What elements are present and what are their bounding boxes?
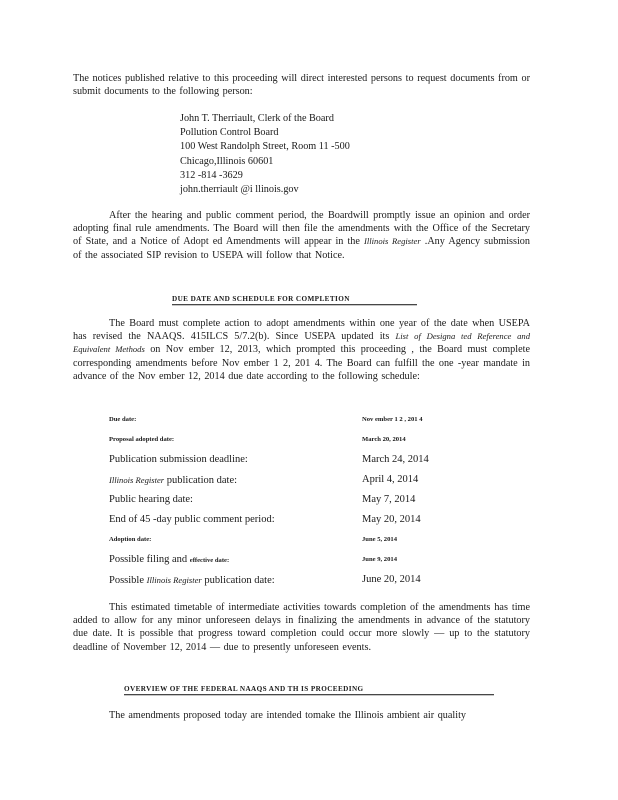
schedule-row bbox=[109, 510, 489, 530]
board-text-b: on Nov ember 12, 2013, which prompted this proceeding , the Board must complete corresponding amendments before Nov ember 1 2, 201 4. The Board can fulfill the one -year mandate in advance of the Nov ember 12, 2014 due date according to the following schedule: bbox=[73, 344, 530, 382]
board-text-a: The Board must complete action to adopt amendments within one year of the date when USEPA has revised the NAAQS. 415ILCS 5/7.2(b). Since USEPA updated its bbox=[73, 318, 530, 343]
schedule-value: June 20, 2014 bbox=[362, 574, 421, 585]
clerk-name: John T. Therriault, Clerk of the Board bbox=[180, 113, 334, 124]
register-title: Illinois Register bbox=[109, 475, 165, 485]
after-hearing-paragraph bbox=[73, 209, 530, 262]
schedule-row bbox=[109, 430, 489, 450]
schedule-value: March 20, 2014 bbox=[362, 436, 406, 443]
timetable-text: This estimated timetable of intermediate activities towards completion of the amendments has time added to allow for any minor unforeseen delays in finalizing the amendments in advance of the statutory due date. It is possible that progress toward completion could occur more slowly — up to the statutory deadline of November 12, 2014 — due to presently unforeseen events. bbox=[73, 602, 530, 653]
schedule-row bbox=[109, 450, 489, 470]
last-text: The amendments proposed today are intended tomake the Illinois ambient air quality bbox=[109, 710, 466, 721]
schedule-label-suffix: publication date: bbox=[164, 475, 238, 486]
list-title: List of Designa ted Reference and Equivalent Methods bbox=[73, 331, 530, 355]
schedule-value: Nov ember 1 2 , 201 4 bbox=[362, 416, 423, 423]
last-paragraph bbox=[73, 709, 530, 722]
schedule-value: May 20, 2014 bbox=[362, 514, 421, 525]
due-date-heading: DUE DATE AND SCHEDULE FOR COMPLETION bbox=[172, 295, 417, 306]
schedule-value: June 9, 2014 bbox=[362, 556, 397, 563]
intro-paragraph bbox=[73, 72, 530, 98]
timetable-paragraph bbox=[73, 601, 530, 654]
clerk-phone: 312 -814 -3629 bbox=[180, 169, 243, 181]
schedule-label-prefix: Possible bbox=[109, 575, 147, 586]
clerk-org: Pollution Control Board bbox=[180, 127, 279, 139]
schedule-label bbox=[109, 570, 275, 591]
schedule-label: Public hearing date: bbox=[109, 494, 193, 505]
schedule-label-suffix: publication date: bbox=[201, 575, 275, 586]
schedule-label: Due date: bbox=[109, 416, 137, 423]
schedule-label: Publication submission deadline: bbox=[109, 454, 248, 465]
schedule-row bbox=[109, 530, 489, 550]
schedule-row bbox=[109, 550, 489, 570]
schedule-value: March 24, 2014 bbox=[362, 454, 429, 465]
schedule-row bbox=[109, 490, 489, 510]
intro-text: The notices published relative to this proceeding will direct interested persons to request documents from or submit documents to the following person: bbox=[73, 73, 530, 98]
overview-heading: OVERVIEW OF THE FEDERAL NAAQS AND TH IS PROCEEDING bbox=[124, 685, 494, 696]
clerk-city: Chicago,Illinois 60601 bbox=[180, 155, 274, 167]
schedule-row bbox=[109, 570, 489, 590]
schedule-label-suffix: effective date: bbox=[189, 557, 230, 564]
clerk-address bbox=[180, 112, 350, 197]
clerk-email[interactable]: john.therriault @i llinois.gov bbox=[180, 184, 299, 196]
schedule-table bbox=[109, 410, 489, 590]
after-hearing-text-a: After the hearing and public comment period, the Boardwill promptly issue an opinion and order adopting final rule amendments. The Board will then file the amendments with the Office of the Secretary of State, and a Notice of Adopt ed Amendments will appear in the bbox=[73, 210, 530, 248]
schedule-label: Proposal adopted date: bbox=[109, 436, 175, 443]
schedule-value: April 4, 2014 bbox=[362, 474, 419, 485]
schedule-row bbox=[109, 410, 489, 430]
schedule-row bbox=[109, 470, 489, 490]
after-hearing-text-b: .Any Agency submission of the associated SIP revision to USEPA will follow that Notice. bbox=[73, 236, 530, 261]
schedule-value: June 5, 2014 bbox=[362, 536, 397, 543]
schedule-label: End of 45 -day public comment period: bbox=[109, 514, 275, 525]
board-paragraph bbox=[73, 317, 530, 383]
clerk-street: 100 West Randolph Street, Room 11 -500 bbox=[180, 141, 350, 153]
register-title: Illinois Register bbox=[364, 236, 421, 247]
schedule-value: May 7, 2014 bbox=[362, 494, 416, 505]
schedule-label: Adoption date: bbox=[109, 536, 152, 543]
schedule-label bbox=[109, 550, 229, 571]
register-title: Illinois Register bbox=[146, 575, 202, 585]
schedule-label bbox=[109, 470, 237, 491]
schedule-label-prefix: Possible filing and bbox=[109, 554, 190, 565]
